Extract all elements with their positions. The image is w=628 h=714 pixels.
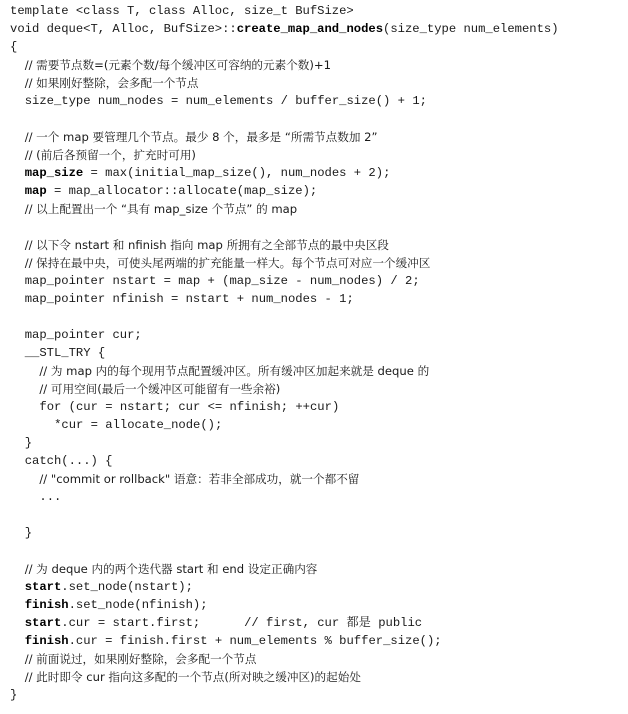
code-text: map_pointer cur; xyxy=(24,328,142,342)
code-text: // 以下令 nstart 和 nfinish 指向 map 所拥有之全部节点的最中央区段 xyxy=(24,238,389,252)
code-text: (size_type num_elements) xyxy=(383,22,559,36)
code-text: // (前后各预留一个，扩充时可用) xyxy=(24,148,196,162)
code-line xyxy=(25,578,193,596)
code-text: // 可用空间(最后一个缓冲区可能留有一些余裕) xyxy=(39,382,281,396)
code-text: map_pointer nstart = map + (map_size - num_nodes) / 2; xyxy=(24,274,420,288)
code-text: // 前面说过，如果刚好整除，会多配一个节点 xyxy=(24,652,257,666)
code-line xyxy=(25,452,113,470)
code-identifier-bold: finish xyxy=(24,598,69,612)
code-line xyxy=(25,650,257,668)
code-line xyxy=(25,560,318,578)
code-line xyxy=(25,74,199,92)
code-text: map_pointer nfinish = nstart + num_nodes - 1; xyxy=(24,292,354,306)
code-line xyxy=(25,326,142,344)
code-text: = map_allocator::allocate(map_size); xyxy=(46,184,318,198)
code-text: *cur = allocate_node(); xyxy=(54,418,223,432)
code-text: catch(...) { xyxy=(24,454,113,468)
code-text: void deque<T, Alloc, BufSize>:: xyxy=(10,22,237,36)
code-text: // 如果刚好整除，会多配一个节点 xyxy=(24,76,199,90)
code-identifier-bold: map_size xyxy=(24,166,84,180)
code-text: .set_node(nstart); xyxy=(61,580,193,594)
code-identifier-bold: finish xyxy=(24,634,69,648)
code-line xyxy=(25,164,391,182)
code-line xyxy=(25,668,361,686)
code-line xyxy=(25,290,354,308)
code-identifier-bold: create_map_and_nodes xyxy=(236,22,384,36)
code-line xyxy=(25,524,32,542)
code-line xyxy=(10,38,17,56)
code-identifier-bold: start xyxy=(24,616,62,630)
code-text: // 以上配置出一个 “具有 map_size 个节点” 的 map xyxy=(24,202,298,216)
code-text: { xyxy=(10,40,18,54)
code-line xyxy=(10,2,354,20)
code-text: // 为 map 内的每个现用节点配置缓冲区。所有缓冲区加起来就是 deque 的 xyxy=(39,364,430,378)
code-line xyxy=(25,128,378,146)
code-line xyxy=(25,56,331,74)
code-text: ... xyxy=(39,490,62,504)
code-identifier-bold: map xyxy=(24,184,47,198)
code-text: .cur = finish.first + num_elements % buffer_size(); xyxy=(68,634,442,648)
code-text: } xyxy=(10,688,18,702)
code-line xyxy=(25,344,105,362)
code-line xyxy=(25,614,422,632)
code-identifier-bold: start xyxy=(24,580,62,594)
code-text: } xyxy=(24,526,33,540)
code-text: __STL_TRY { xyxy=(24,346,106,360)
code-line xyxy=(25,92,427,110)
code-text: } xyxy=(24,436,33,450)
code-text: .set_node(nfinish); xyxy=(68,598,208,612)
code-line xyxy=(10,20,559,38)
code-line xyxy=(25,596,208,614)
code-text: // 此时即令 cur 指向这多配的一个节点(所对映之缓冲区)的起始处 xyxy=(24,670,361,684)
code-line xyxy=(39,380,280,398)
code-text: // 为 deque 内的两个迭代器 start 和 end 设定正确内容 xyxy=(24,562,318,576)
code-line xyxy=(39,470,359,488)
code-text: .cur = start.first; // first, cur 都是 public xyxy=(61,616,423,630)
code-line xyxy=(10,686,17,704)
code-line xyxy=(25,182,318,200)
code-line xyxy=(25,146,196,164)
code-text: template <class T, class Alloc, size_t BufSize> xyxy=(10,4,354,18)
code-text: // 保持在最中央，可使头尾两端的扩充能量一样大。每个节点可对应一个缓冲区 xyxy=(24,256,431,270)
code-text: for (cur = nstart; cur <= nfinish; ++cur) xyxy=(39,400,340,414)
code-line xyxy=(25,236,389,254)
code-line xyxy=(25,434,32,452)
code-line xyxy=(39,488,61,506)
code-line xyxy=(25,254,431,272)
code-line xyxy=(25,200,297,218)
code-text: // 一个 map 要管理几个节点。最少 8 个，最多是 “所需节点数加 2” xyxy=(24,130,378,144)
code-line xyxy=(54,416,222,434)
code-text: // 需要节点数=(元素个数/每个缓冲区可容纳的元素个数)+1 xyxy=(24,58,332,72)
code-line xyxy=(25,632,442,650)
code-line xyxy=(25,272,420,290)
code-text: size_type num_nodes = num_elements / buffer_size() + 1; xyxy=(24,94,427,108)
code-line xyxy=(39,398,339,416)
code-line xyxy=(39,362,429,380)
code-text: = max(initial_map_size(), num_nodes + 2); xyxy=(83,166,391,180)
code-text: // "commit or rollback" 语意：若非全部成功，就一个都不留 xyxy=(39,472,360,486)
